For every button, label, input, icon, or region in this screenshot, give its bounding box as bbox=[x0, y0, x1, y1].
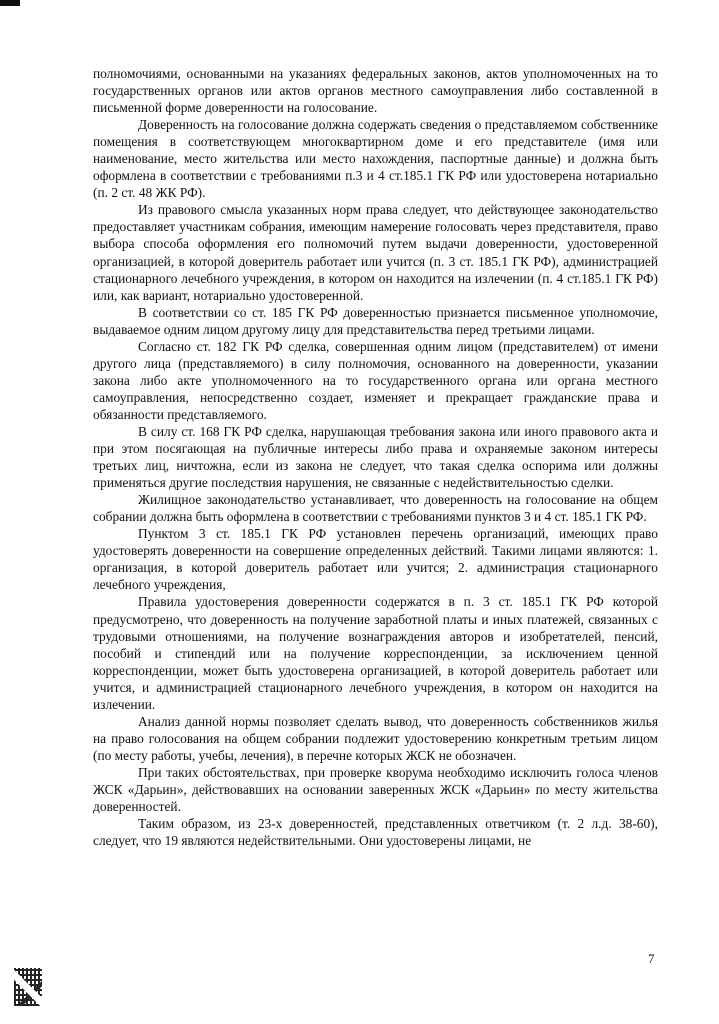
paragraph-4: В соответствии со ст. 185 ГК РФ доверенностью признается письменное уполномочие, выдаваемое одним лицом другому лицу для представительства перед третьими лицами. bbox=[93, 304, 658, 337]
paragraph-1: полномочиями, основанными на указаниях федеральных законов, актов уполномоченных на то государственных органов или актов органов местного самоуправления либо составленной в письменной форме доверенности на голосование. bbox=[93, 66, 658, 116]
paragraph-7: Жилищное законодательство устанавливает, что доверенность на голосование на общем собрании должна быть оформлена в соответствии с требованиями пунктов 3 и 4 ст. 185.1 ГК РФ. bbox=[93, 492, 658, 525]
paragraph-5: Согласно ст. 182 ГК РФ сделка, совершенная одним лицом (представителем) от имени другого лица (представляемого) в силу полномочия, основанного на доверенности, указании закона либо акте уполномоченного на то государственного органа или органа местного самоуправления, непосредственно создает, изменяет и прекращает гражданские права и обязанности представляемого. bbox=[93, 338, 658, 422]
qr-code-icon bbox=[14, 968, 42, 1006]
paragraph-3: Из правового смысла указанных норм права следует, что действующее законодательство предоставляет участникам собрания, имеющим намерение голосовать через представителя, право выбора способа оформления его полномочий путем выдачи доверенности, удостоверенной организацией, в которой доверитель работает или учится (п. 3 ст. 185.1 ГК РФ), администрацией стационарного лечебного учреждения, в котором он находится на излечении (п. 4 ст.185.1 ГК РФ) или, как вариант, нотариально удостоверенной. bbox=[93, 202, 658, 303]
paragraph-6: В силу ст. 168 ГК РФ сделка, нарушающая требования закона или иного правового акта и при этом посягающая на публичные интересы либо права и охраняемые законом интересы третьих лиц, ничтожна, если из закона не следует, что такая сделка оспорима или должны применяться другие последствия нарушения, не связанные с недействительностью сделки. bbox=[93, 423, 658, 491]
page-number: 7 bbox=[648, 951, 655, 966]
paragraph-2: Доверенность на голосование должна содержать сведения о представляемом собственнике помещения в соответствующем многоквартирном доме и его представителе (имя или наименование, место жительства или место нахождения, паспортные данные) и должна быть оформлена в соответствии с требованиями п.3 и 4 ст.185.1 ГК РФ или удостоверена нотариально (п. 2 ст. 48 ЖК РФ). bbox=[93, 117, 658, 201]
paragraph-10: Анализ данной нормы позволяет сделать вывод, что доверенность собственников жилья на право голосования на общем собрании подлежит удостоверению конкретным третьим лицом (по месту работы, учебы, лечения), в перечне которых ЖСК не обозначен. bbox=[93, 713, 658, 763]
paragraph-8: Пунктом 3 ст. 185.1 ГК РФ установлен перечень организаций, имеющих право удостоверять доверенности на совершение определенных действий. Такими лицами являются: 1. организация, в которой доверитель работает или учится; 2. администрация стационарного лечебного учреждения, bbox=[93, 526, 658, 593]
document-body bbox=[93, 65, 658, 849]
paragraph-11: При таких обстоятельствах, при проверке кворума необходимо исключить голоса членов ЖСК «Дарьин», действовавших на основании заверенных ЖСК «Дарьин» по месту жительства доверенностей. bbox=[93, 764, 658, 815]
paragraph-12: Таким образом, из 23-х доверенностей, представленных ответчиком (т. 2 л.д. 38-60), следует, что 19 являются недействительными. Они удостоверены лицами, не bbox=[93, 816, 658, 849]
paragraph-9: Правила удостоверения доверенности содержатся в п. 3 ст. 185.1 ГК РФ которой предусмотрено, что доверенность на получение заработной платы и иных платежей, связанных с трудовыми отношениями, на получение вознаграждения авторов и изобретателей, пенсий, пособий и стипендий или на получение корреспонденции, за исключением ценной корреспонденции, может быть удостоверена организацией, в которой доверитель работает или учится, и администрацией стационарного лечебного учреждения, в котором он находится на излечении. bbox=[93, 594, 658, 712]
corner-scan-mark bbox=[0, 0, 20, 6]
